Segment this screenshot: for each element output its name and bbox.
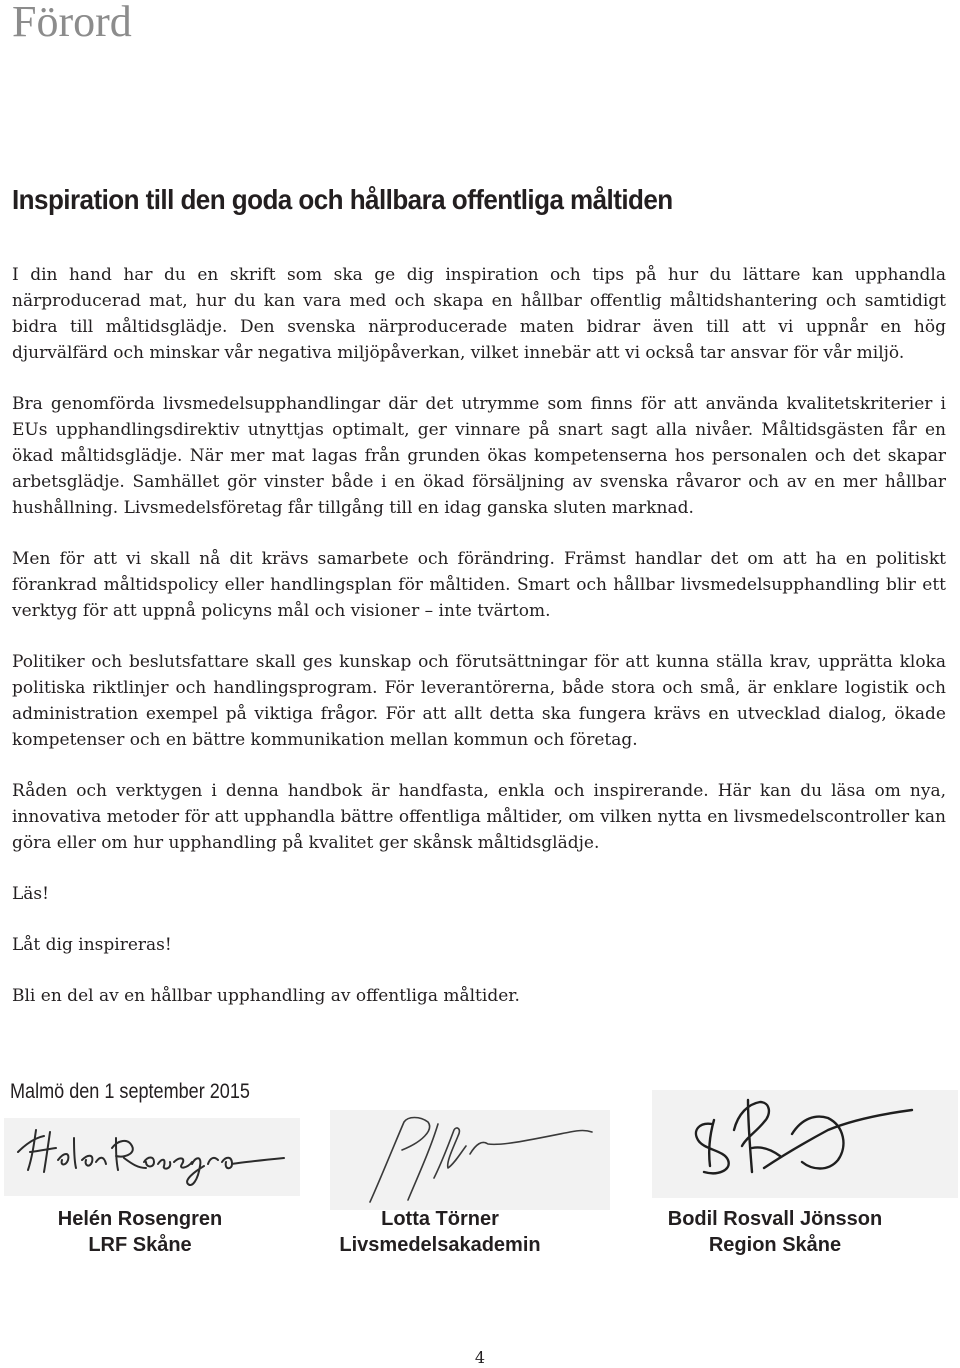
page-heading: Förord <box>12 0 132 46</box>
paragraph: Politiker och beslutsfattare skall ges kunskap och förutsättningar för att kunna ställa krav, upprätta kloka politiska riktlinjer och handlingsprogram. För leverantörerna, både stora och små, är enklare logistik och administration exempel på viktiga frågor. För att allt detta ska fungera krävs en utvecklad dialog, ökade kompetenser och en bättre kommunikation mellan kommun och företag. <box>12 652 946 750</box>
signatory-organization: Region Skåne <box>708 1234 842 1256</box>
paragraph: Läs! <box>12 884 49 904</box>
signatory-2 <box>320 1206 560 1258</box>
signature-image-3 <box>652 1090 958 1198</box>
signatory-name: Helén Rosengren <box>57 1208 223 1230</box>
signatory-1 <box>20 1206 260 1258</box>
signature-image-1 <box>4 1118 300 1196</box>
signature-lotta-torner-icon <box>330 1110 610 1210</box>
signature-bodil-rosvall-jonsson-icon <box>652 1090 958 1198</box>
paragraph: I din hand har du en skrift som ska ge dig inspiration och tips på hur du lättare kan upphandla närproducerad mat, hur du kan vara med och skapa en hållbar offentlig måltidshantering och samtidigt bidra till måltidsglädje. Den svenska närproducerade maten bidrar även till att vi uppnår en hög djurvälfärd och minskar vår negativa miljöpåverkan, vilket innebär att vi också tar ansvar för vår miljö. <box>12 265 946 363</box>
signatory-organization: Livsmedelsakademin <box>339 1234 541 1256</box>
signature-image-2 <box>330 1110 610 1210</box>
signatory-3 <box>650 1206 900 1258</box>
page-number: 4 <box>474 1348 486 1367</box>
date-line: Malmö den 1 september 2015 <box>10 1080 250 1103</box>
paragraph: Bra genomförda livsmedelsupphandlingar där det utrymme som finns för att använda kvalitetskriterier i EUs upphandlingsdirektiv utnyttjas optimalt, ger vinnare på snart sagt alla nivåer. Måltidsgästen får en ökad måltidsglädje. När mer mat lagas från grunden ökas kompetenserna hos personalen och det skapar arbetsglädje. Samhället gör vinster både i en ökad försäljning av svenska råvaror och av en mer hållbar hushållning. Livsmedelsföretag får tillgång till en idag ganska sluten marknad. <box>12 394 946 518</box>
signature-helen-rosengren-icon <box>4 1118 300 1196</box>
body-text <box>12 262 946 1034</box>
signatory-name: Lotta Törner <box>381 1208 499 1230</box>
paragraph: Men för att vi skall nå dit krävs samarbete och förändring. Främst handlar det om att ha en politiskt förankrad måltidspolicy eller handlingsplan för måltiden. Smart och hållbar livsmedelsupphandling blir ett verktyg för att uppnå policyns mål och visioner – inte tvärtom. <box>12 549 946 621</box>
signatory-organization: LRF Skåne <box>88 1234 192 1256</box>
subheading: Inspiration till den goda och hållbara offentliga måltiden <box>12 184 673 215</box>
paragraph: Råden och verktygen i denna handbok är handfasta, enkla och inspirerande. Här kan du läsa om nya, innovativa metoder för att upphandla bättre offentliga måltider, om vilken nytta en livsmedelscontroller kan göra eller om hur upphandling på kvalitet ger skånsk måltidsglädje. <box>12 781 946 853</box>
signatory-name: Bodil Rosvall Jönsson <box>667 1208 883 1230</box>
paragraph: Bli en del av en hållbar upphandling av offentliga måltider. <box>12 986 520 1006</box>
paragraph: Låt dig inspireras! <box>12 935 172 955</box>
